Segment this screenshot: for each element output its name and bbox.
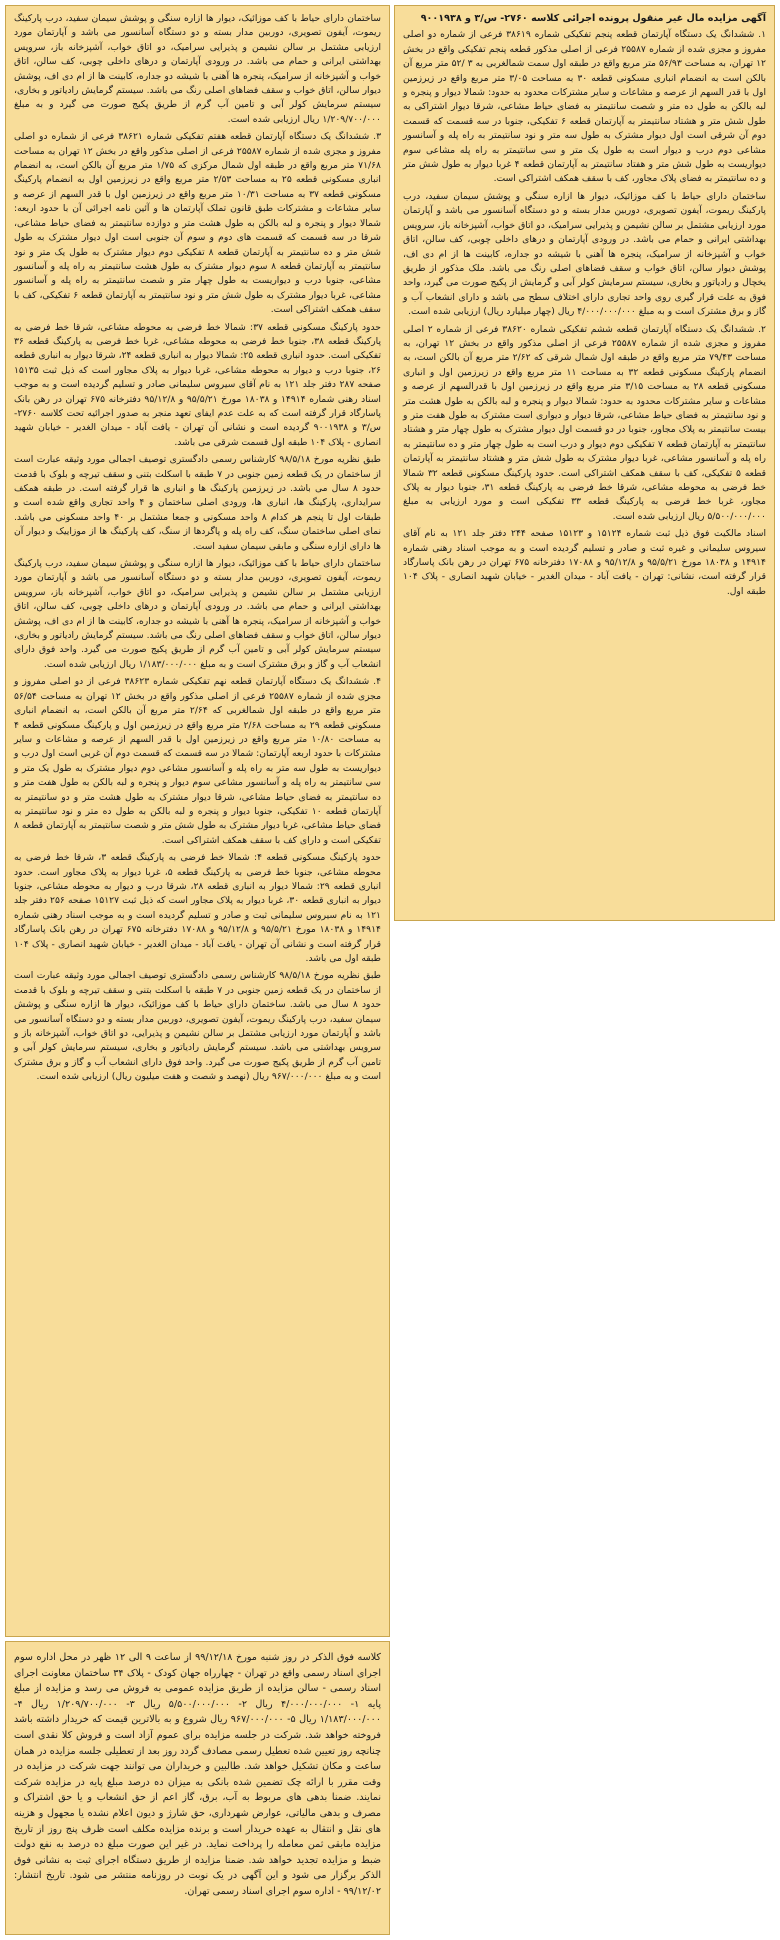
ad-paragraph: ساختمان دارای حیاط با کف موزائیک، دیوار ها ازاره سنگی و پوشش سیمان سفید، درب پارکینگ ریموت، آیفون تصویری، دوربین مدار بسته و دو دستگاه آسانسور می باشد و آپارتمان مورد ارزیابی مشتمل بر سالن نشیمن و پذیرایی سرامیک، دو اتاق خواب، آشپزخانه باز، سرویس بهداشتی ایرانی و حمام می باشد. در ورودی آپارتمان و درهای داخلی چوبی، کف سالن، اتاق خواب و آشپزخانه از سرامیک، پنجره ها آهنی با شیشه دو جداره، کابینت ها از ام دی اف، پوشش دیوار سالن، اتاق خواب و سقف فضاهای اصلی رنگ می باشد. سیستم گرمایش رادیاتور و بخاری، سیستم سرمایش کولر آبی و تامین آب گرم از طریق پکیج صورت می گیرد. واحد فوق دارای انشعاب آب و گاز و برق مشترک است و به مبلغ ۱/۱۸۳/۰۰۰/۰۰۰ ریال ارزیابی شده است. xyxy=(14,558,381,670)
ad-paragraph: طبق نظریه مورخ ۹۸/۵/۱۸ کارشناس رسمی دادگستری توصیف اجمالی مورد وثیقه عبارت است از ساختمان در یک قطعه زمین جنوبی در ۷ طبقه با اسکلت بتنی و سقف تیرچه و بلوک با قدمت حدود ۸ سال می باشد. در زیرزمین پارکینگ ها و انباری ها قرار گرفته است. در طبقه همکف سرایداری، پارکینگ ها، انباری ها، ورودی اصلی ساختمان و ۴ واحد تجاری واقع شده است و طبقات اول تا پنجم هر کدام ۸ واحد مسکونی و جمعا مشتمل بر ۴۰ واحد مسکونی می باشد. نمای اصلی ساختمان سنگ، کف راه پله و پاگردها از سنگ، کف پارکینگ ها از موزاییک و دیوار آن ها دارای ازاره سنگی و مابقی سیمان سفید است. xyxy=(14,454,382,552)
auction-ad-right-column xyxy=(394,5,775,921)
ad-paragraph: ۲. ششدانگ یک دستگاه آپارتمان قطعه ششم تفکیکی شماره ۳۸۶۲۰ فرعی از شماره ۲ اصلی مفروز و مجزی شده از شماره ۲۵۵۸۷ فرعی از اصلی مذکور واقع در بخش ۱۲ تهران، به مساحت ۷۹/۴۳ متر مربع واقع در طبقه اول شمال شرقی که ۲/۶۲ متر مربع آن بالکن است، به انضمام پارکینگ مسکونی قطعه ۳۲ به مساحت ۱۱ متر مربع واقع در زیرزمین اول و انباری مسکونی قطعه ۲۸ به مساحت ۳/۱۵ متر مربع واقع در زیرزمین اول با قدرالسهم از عرصه و مشاعات و سایر مشترکات محدود به حدود: شمالا دیوار و پنجره و لبه بالکن به طول هشت متر و نود سانتیمتر به فضای حیاط مشاعی، شرقا دیوار و دیواری است مشترک به طول هفت متر و بیست سانتیمتر به پلاک مجاور، جنوبا در دو قسمت اول دیوار مشترک به طول چهار متر و هشتاد سانتیمتر به آپارتمان قطعه ۷ تفکیکی دوم دیوار و درب است به طول چهار متر و ده سانتیمتر به راه پله و آسانسور مشاعی، غربا دیوار مشترک به طول شش متر و هشتاد سانتیمتر به آپارتمان قطعه ۵ تفکیکی، کف با سقف همکف اشتراکی است. حدود پارکینگ مسکونی قطعه ۳۲ شمالا خط فرضی به محوطه مشاعی، شرقا خط فرضی به پارکینگ قطعه ۳۱، جنوبا دیوار به پلاک مجاور، غربا خط فرضی به پارکینگ قطعه ۳۳ تفکیکی است و مورد ارزیابی به مبلغ ۵/۵۰۰/۰۰۰/۰۰۰ ریال ارزیابی شده است. xyxy=(403,323,767,522)
ad-paragraph: ۱. ششدانگ یک دستگاه آپارتمان قطعه پنجم تفکیکی شماره ۳۸۶۱۹ فرعی از شماره دو اصلی مفروز و مجزی شده از شماره ۲۵۵۸۷ فرعی از اصلی مذکور قطعه پنجم تفکیکی واقع در بخش ۱۲ تهران، به مساحت ۵۶/۹۳ متر مربع واقع در طبقه اول سمت شمالغربی به ۳ /۵۲ متر مربع آن بالکن است به انضمام انباری مسکونی قطعه ۳۰ به مساحت ۳/۰۵ متر مربع واقع در زیرزمین اول با قدر السهم از عرصه و مشاعات و سایر مشترکات محدود به حدود: شمالا دیوار و پنجره و لبه بالکن به طول ده متر و شصت سانتیمتر به فضای حیاط مشاعی، شرقا دیوار اشتراکی به طول شش متر و هشتاد سانتیمتر به آپارتمان قطعه ۶ تفکیکی، جنوبا در سه قسمت که قسمت دوم آن شرقی است اول دیوار مشترک به طول سه متر و نود سانتیمتر به راه پله و آسانسور مشاعی دوم درب و دیوار است به طول یک متر و سی سانتیمتر به راه پله مشاعی سوم دیواریست به طول شش متر و هفتاد سانتیمتر به آپارتمان قطعه ۴ غربا دیوار به طول شش متر و ده سانتیمتر به فضای پلاک مجاور، کف با سقف همکف اشتراکی است. xyxy=(403,29,766,185)
auction-notice-box xyxy=(5,1641,390,1935)
ad-paragraph: ساختمان دارای حیاط با کف موزائیک، دیوار ها ازاره سنگی و پوشش سیمان سفید، درب پارکینگ ریموت، آیفون تصویری، دوربین مدار بسته و دو دستگاه آسانسور می باشد و آپارتمان مورد ارزیابی مشتمل بر سالن نشیمن و پذیرایی سرامیک، دو اتاق خواب، آشپزخانه باز، سرویس بهداشتی ایرانی و حمام می باشد. در ورودی آپارتمان و درهای داخلی چوبی، کف سالن، اتاق خواب و آشپزخانه از سرامیک، پنجره ها آهنی با شیشه دو جداره، کابینت ها از ام دی اف، پوشش دیوار سالن، اتاق خواب و سقف فضاهای اصلی رنگ می باشد. ملک مذکور از طریق یخچال و رادیاتور و بخاری، سیستم سرمایش کولر آبی و گرمایش از پکیج صورت می گیرد، واحد فوق به علت قرار گیری روی واحد تجاری دارای اختلاف سطح می باشد و دارای انشعاب آب و گاز و برق مشترک است و به مبلغ ۴/۰۰۰/۰۰۰/۰۰۰ ریال (چهار میلیارد ریال) ارزیابی شده است. xyxy=(403,190,766,318)
ad-paragraph: طبق نظریه مورخ ۹۸/۵/۱۸ کارشناس رسمی دادگستری توصیف اجمالی مورد وثیقه عبارت است از ساختمان در یک قطعه زمین جنوبی در ۷ طبقه با اسکلت بتنی و سقف تیرچه و بلوک با قدمت حدود ۸ سال می باشد. ساختمان دارای حیاط با کف موزائیک، دیوار ها ازاره سنگی و پوشش سیمان سفید، درب پارکینگ ریموت، آیفون تصویری، دوربین مدار بسته و دو دستگاه آسانسور می باشد و آپارتمان مورد ارزیابی مشتمل بر سالن نشیمن و پذیرایی، دو اتاق خواب، آشپزخانه باز و سرویس بهداشتی می باشد. سیستم گرمایش رادیاتور و بخاری، سیستم سرمایش کولر آبی و تامین آب گرم از طریق پکیج صورت می گیرد. واحد فوق دارای انشعاب آب و گاز و برق مشترک است و به مبلغ ۹۶۷/۰۰۰/۰۰۰ ریال (نهصد و شصت و هفت میلیون ریال) ارزیابی شده است. xyxy=(14,970,381,1083)
ad-paragraph: حدود پارکینگ مسکونی قطعه ۴: شمالا خط فرضی به پارکینگ قطعه ۳، شرقا خط فرضی به محوطه مشاعی، جنوبا خط فرضی به پارکینگ قطعه ۵، غربا دیوار به پلاک مجاور است. حدود انباری قطعه ۲۹: شمالا دیوار به انباری قطعه ۲۸، شرقا درب و دیوار به محوطه مشاعی، جنوبا دیوار به انباری قطعه ۳۰، غربا دیوار به پلاک مجاور است که ذیل ثبت ۱۵۱۲۷ صفحه ۲۵۶ دفتر جلد ۱۲۱ به نام سیروس سلیمانی ثبت و صادر و تسلیم گردیده است و به موجب اسناد رهنی شماره ۱۴۹۱۴ و ۱۸۰۳۸ مورخ ۹۵/۵/۲۱ و ۹۵/۱۲/۸ و ۱۷۰۸۸ دفترخانه ۶۷۵ تهران در رهن بانک پاسارگاد قرار گرفته است و نشانی آن تهران - یافت آباد - میدان الغدیر - خیابان شهید انصاری - پلاک ۱۰۴ طبقه اول می باشد. xyxy=(14,852,381,964)
ad-paragraph: حدود پارکینگ مسکونی قطعه ۳۷: شمالا خط فرضی به محوطه مشاعی، شرقا خط فرضی به پارکینگ قطعه ۳۸، جنوبا خط فرضی به محوطه مشاعی، غربا خط فرضی به پارکینگ قطعه ۳۶ تفکیکی است. حدود انباری قطعه ۲۵: شمالا دیوار به انباری قطعه ۲۴، شرقا دیوار به انباری قطعه ۲۶، جنوبا درب و دیوار به محوطه مشاعی، غربا دیوار به پلاک مجاور است که ذیل ثبت ۱۵۱۳۵ صفحه ۲۸۷ دفتر جلد ۱۲۱ به نام آقای سیروس سلیمانی صادر و تسلیم گردیده است و به موجب اسناد رهنی شماره ۱۴۹۱۴ و ۱۸۰۳۸ مورخ ۹۵/۵/۲۱ و ۹۵/۱۲/۸ دفترخانه ۶۷۵ تهران در رهن بانک پاسارگاد قرار گرفته است که به علت عدم ایفای تعهد منجر به صدور اجرائیه تحت کلاسه ۲۷۶۰- س/۳ و ۹۰۰۱۹۳۸ گردیده است و نشانی آن تهران - یافت آباد - میدان الغدیر - خیابان شهید انصاری - پلاک ۱۰۴ طبقه اول قسمت شرقی می باشد. xyxy=(14,321,382,448)
auction-ad-title: آگهی مزایده مال غیر منقول پرونده اجرائی کلاسه ۲۷۶۰- س/۳ و ۹۰۰۱۹۳۸ xyxy=(420,13,766,24)
auction-notice-text: کلاسه فوق الذکر در روز شنبه مورخ ۹۹/۱۲/۱۸ از ساعت ۹ الی ۱۲ ظهر در محل اداره سوم اجرای اسناد رسمی واقع در تهران - چهارراه جهان کودک - پلاک ۳۴ ساختمان معاونت اجرای اسناد رسمی - سالن مزایده از طریق مزایده عمومی به فروش می رسد و مزایده از مبلغ پایه ۱- ۴/۰۰۰/۰۰۰/۰۰۰ ریال ۲- ۵/۵۰۰/۰۰۰/۰۰۰ ریال ۳- ۱/۲۰۹/۷۰۰/۰۰۰ ریال ۴- ۱/۱۸۳/۰۰۰/۰۰۰ ریال ۵- ۹۶۷/۰۰۰/۰۰۰ ریال شروع و به بالاترین قیمت که خریدار داشته باشد فروخته خواهد شد. شرکت در جلسه مزایده برای عموم آزاد است و فروش کلا نقدی است چنانچه روز تعیین شده تعطیل رسمی مصادف گردد روز بعد از تعطیلی جلسه مزایده در همان ساعت و مکان تشکیل خواهد شد. طالبین و خریداران می توانند جهت شرکت در مزایده در وقت مقرر با ارائه چک تضمین شده بانکی به میزان ده درصد مبلغ پایه در مزایده شرکت نمایند. ضمنا بدهی های مربوط به آب، برق، گاز اعم از حق انشعاب و یا حق اشتراک و مصرف و بدهی مالیاتی، عوارض شهرداری، حق شارژ و دیون اعلام نشده یا مجهول و هزینه های نقل و انتقال به عهده خریدار است و برنده مزایده مکلف است ظرف پنج روز از تاریخ مزایده مابقی ثمن معامله را پرداخت نماید. در غیر این صورت مبلغ ده درصد به نفع دولت ضبط و مزایده تجدید خواهد شد. ضمنا مزایده از طریق دستگاه اجرای ثبت به نشانی فوق الذکر برگزار می شود و این آگهی در یک نوبت در روزنامه منتشر می شود. تاریخ انتشار: ۹۹/۱۲/۰۲ - اداره سوم اجرای اسناد رسمی تهران. xyxy=(14,1652,382,1897)
auction-ad-left-column xyxy=(5,5,390,1637)
ad-paragraph: ساختمان دارای حیاط با کف موزائیک، دیوار ها ازاره سنگی و پوشش سیمان سفید، درب پارکینگ ریموت، آیفون تصویری، دوربین مدار بسته و دو دستگاه آسانسور می باشد و آپارتمان مورد ارزیابی مشتمل بر سالن نشیمن و پذیرایی سرامیک، دو اتاق خواب، آشپزخانه باز، سرویس بهداشتی ایرانی و حمام می باشد. در ورودی آپارتمان و درهای داخلی چوبی، کف سالن، اتاق خواب و آشپزخانه از سرامیک، پنجره ها آهنی با شیشه دو جداره، کابینت ها از ام دی اف، پوشش دیوار سالن، اتاق خواب و سقف فضاهای اصلی رنگ می باشد. سیستم گرمایش رادیاتور و بخاری، سیستم سرمایش کولر آبی و تامین آب گرم از طریق پکیج صورت می گیرد و به مبلغ ۱/۲۰۹/۷۰۰/۰۰۰ ریال ارزیابی شده است. xyxy=(14,13,381,125)
ad-paragraph: اسناد مالکیت فوق ذیل ثبت شماره ۱۵۱۲۴ و ۱۵۱۲۳ صفحه ۲۴۴ دفتر جلد ۱۲۱ به نام آقای سیروس سلیمانی و غیره ثبت و صادر و تسلیم گردیده است و به موجب اسناد رهنی شماره ۱۴۹۱۴ و ۱۸۰۳۸ مورخ ۹۵/۵/۲۱ و ۹۵/۱۲/۸ و ۱۷۰۸۸ دفترخانه ۶۷۵ تهران در رهن بانک پاسارگاد قرار گرفته است، نشانی: تهران - یافت آباد - میدان الغدیر - خیابان شهید انصاری - پلاک ۱۰۴ طبقه اول. xyxy=(403,528,766,597)
ad-paragraph: ۳. ششدانگ یک دستگاه آپارتمان قطعه هفتم تفکیکی شماره ۳۸۶۲۱ فرعی از شماره دو اصلی مفروز و مجزی شده از شماره ۲۵۵۸۷ فرعی از اصلی مذکور واقع در بخش ۱۲ تهران به مساحت ۷۱/۶۸ متر مربع واقع در طبقه اول شمال مرکزی که ۱/۷۵ متر مربع آن بالکن است، به انضمام انباری مسکونی قطعه ۲۵ به مساحت ۲/۵۳ متر مربع واقع در زیرزمین اول به انضمام پارکینگ مسکونی قطعه ۳۷ به مساحت ۱۰/۳۱ متر مربع واقع در زیرزمین اول با قدر السهم از عرصه و سایر مشاعات و مشترکات طبق قانون تملک آپارتمان ها و آئین نامه اجرائی آن با حدود اربعه: شمالا دیوار و پنجره و لبه بالکن به طول هشت متر و دوازده سانتیمتر به فضای حیاط مشاعی، شرقا در سه قسمت که قسمت های دوم و سوم آن جنوبی است اول دیوار مشترک به طول شش متر و ده سانتیمتر به آپارتمان قطعه ۸ تفکیکی دوم دیوار مشترک به طول یک متر و نود سانتیمتر به آپارتمان قطعه ۸ سوم دیوار مشترک به طول هشت سانتیمتر به راه پله و آسانسور مشاعی، جنوبا درب و دیواریست به طول چهار متر و شصت سانتیمتر به راه پله و آسانسور مشاعی، غربا دیوار مشترک به طول شش متر و نود سانتیمتر به آپارتمان قطعه ۶ تفکیکی، کف با سقف همکف اشتراکی است. xyxy=(14,131,382,316)
ad-paragraph: ۴. ششدانگ یک دستگاه آپارتمان قطعه نهم تفکیکی شماره ۳۸۶۲۳ فرعی از دو اصلی مفروز و مجزی شده از شماره ۲۵۵۸۷ فرعی از اصلی مذکور واقع در بخش ۱۲ تهران به مساحت ۵۶/۵۴ متر مربع واقع در طبقه اول شمالغربی که ۲/۶۴ متر مربع آن بالکن است، به انضمام انباری مسکونی قطعه ۲۹ به مساحت ۲/۶۸ متر مربع واقع در زیرزمین اول و پارکینگ مسکونی قطعه ۴ به مساحت ۱۰/۸۰ متر مربع واقع در زیرزمین اول با قدر السهم از عرصه و مشاعات و سایر مشترکات با حدود اربعه آپارتمان: شمالا در سه قسمت که قسمت دوم آن غربی است اول درب و دیواریست به طول سه متر به راه پله و آسانسور مشاعی دوم دیوار مشترک به طول یک متر و سی سانتیمتر به راه پله و آسانسور مشاعی سوم دیوار و پنجره و لبه بالکن به طول هفت متر و ده سانتیمتر به فضای حیاط مشاعی، شرقا دیوار مشترک به طول هشت متر و دو سانتیمتر به آپارتمان قطعه ۱۰ تفکیکی، جنوبا دیوار و پنجره و لبه بالکن به طول ده متر و نود سانتیمتر به فضای حیاط مشاعی، غربا دیوار مشترک به طول شش متر و شصت سانتیمتر به آپارتمان قطعه ۸ تفکیکی است و دارای کف با سقف همکف اشتراکی است. xyxy=(14,676,382,846)
